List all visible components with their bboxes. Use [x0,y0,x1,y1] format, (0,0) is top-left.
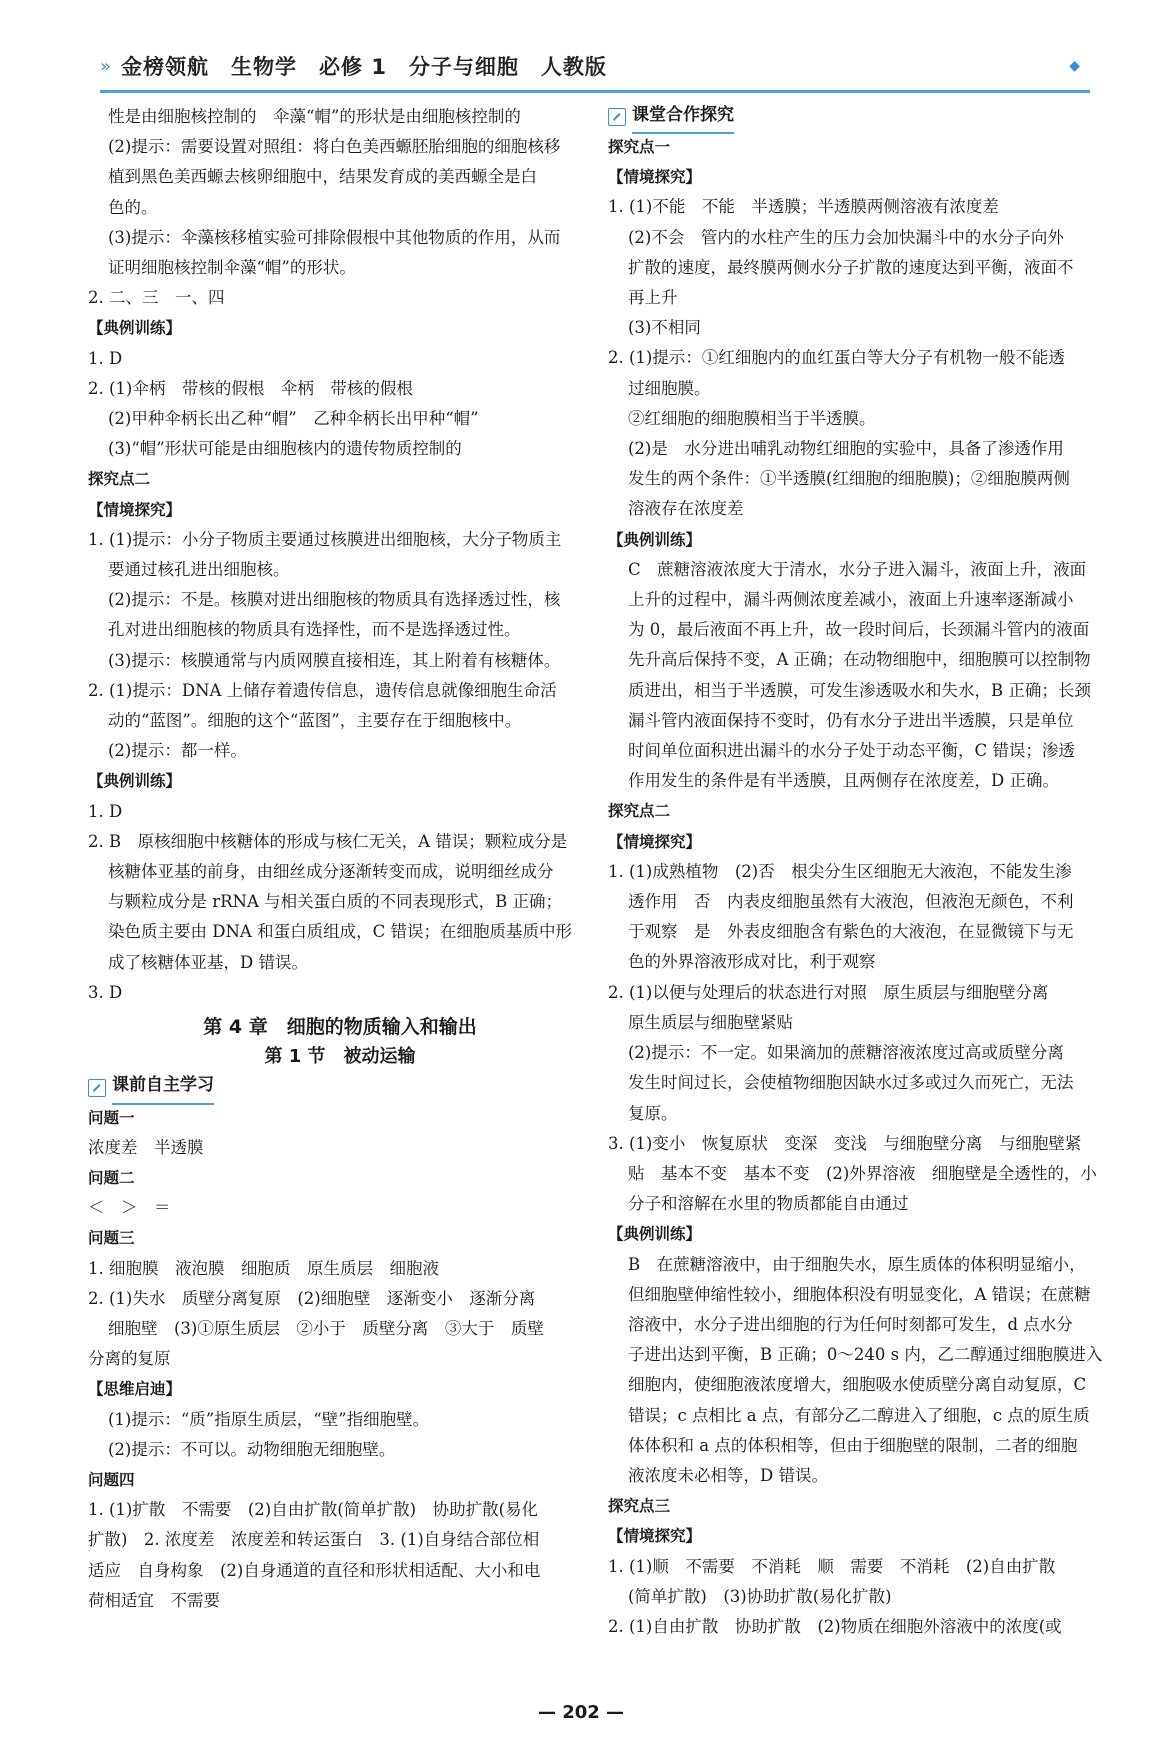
text-line: 1. (1)提示：小分子物质主要通过核膜进出细胞核，大分子物质主 [88,529,562,549]
section-heading [88,1073,592,1103]
text-line: (2)提示：不是。核膜对进出细胞核的物质具有选择透过性，核 [108,590,561,610]
header-divider [100,90,1090,93]
text-line: (2)甲种伞柄长出乙种“帽” 乙种伞柄长出甲种“帽” [108,409,479,429]
text-line: 再上升 [628,288,678,308]
text-line: 2. B 原核细胞中核糖体的形成与核仁无关，A 错误；颗粒成分是 [88,831,568,851]
text-line: 适应 自身构象 (2)自身通道的直径和形状相适配、大小和电 [88,1560,541,1580]
text-line: 溶液中，水分子进出细胞的行为任何时刻都可发生，d 点水分 [628,1314,1073,1334]
text-line: (简单扩散) (3)协助扩散(易化扩散) [628,1586,892,1606]
text-line: 2. (1)自由扩散 协助扩散 (2)物质在细胞外溶液中的浓度(或 [608,1616,1062,1636]
text-line: 扩散的速度，最终膜两侧水分子扩散的速度达到平衡，液面不 [628,257,1074,277]
text-line: 与颗粒成分是 rRNA 与相关蛋白质的不同表现形式，B 正确； [108,892,563,912]
text-line: (2)提示：不可以。动物细胞无细胞壁。 [108,1439,396,1459]
text-line: 染色质主要由 DNA 和蛋白质组成，C 错误；在细胞质基质中形 [108,922,572,942]
text-line: 过细胞膜。 [628,378,711,398]
text-line: 3. D [88,982,123,1002]
text-line: ②红细胞的细胞膜相当于半透膜。 [628,408,876,428]
text-line: 成了核糖体亚基，D 错误。 [108,952,308,972]
text-line: 分子和溶解在水里的物质都能自由通过 [628,1194,909,1214]
subheading: 探究点三 [608,1497,671,1516]
subheading: 【典例训练】 [88,772,182,791]
text-line: 色的外界溶液形成对比，利于观察 [628,952,876,972]
text-line: 细胞壁 (3)①原生质层 ②小于 质壁分离 ③大于 质壁 [108,1318,544,1338]
subheading: 探究点二 [608,802,671,821]
left-column [88,102,592,1616]
text-line: (2)不会 管内的水柱产生的压力会加快漏斗中的水分子向外 [628,227,1064,247]
text-line: 孔对进出细胞核的物质具有选择性，而不是选择透过性。 [108,620,521,640]
text-line: 但细胞壁伸缩性较小，细胞体积没有明显变化，A 错误；在蔗糖 [628,1284,1091,1304]
text-line: 1. (1)顺 不需要 不消耗 顺 需要 不消耗 (2)自由扩散 [608,1556,1056,1576]
text-line: 错误；c 点相比 a 点，有部分乙二醇进入了细胞，c 点的原生质 [628,1405,1090,1425]
subheading: 【典例训练】 [88,319,182,338]
subheading: 【情境探究】 [608,168,702,187]
text-line: 先升高后保持不变，A 正确；在动物细胞中，细胞膜可以控制物 [628,650,1091,670]
text-line: 色的。 [108,197,158,217]
text-line: 1. (1)扩散 不需要 (2)自由扩散(简单扩散) 协助扩散(易化 [88,1500,539,1520]
pencil-icon [608,108,626,126]
text-line: 作用发生的条件是有半透膜，且两侧存在浓度差，D 正确。 [628,771,1059,791]
text-line: 原生质层与细胞壁紧贴 [628,1012,793,1032]
text-line: 2. 二、三 一、四 [88,288,225,308]
text-line: (2)提示：都一样。 [108,741,247,761]
section-heading-text: 课前自主学习 [112,1070,214,1104]
text-line: 2. (1)失水 质壁分离复原 (2)细胞壁 逐渐变小 逐渐分离 [88,1288,536,1308]
text-line: 荷相适宜 不需要 [88,1590,220,1610]
text-line: 细胞内，使细胞液浓度增大，细胞吸水使质壁分离自动复原，C [628,1375,1087,1395]
text-line: 子进出达到平衡，B 正确；0～240 s 内，乙二醇通过细胞膜进入 [628,1345,1103,1365]
subheading: 【思维启迪】 [88,1380,182,1399]
text-line: 1. (1)不能 不能 半透膜；半透膜两侧溶液有浓度差 [608,197,999,217]
text-line: 1. D [88,348,123,368]
text-line: 证明细胞核控制伞藻“帽”的形状。 [108,258,356,278]
text-line: 发生时间过长，会使植物细胞因缺水过多或过久而死亡，无法 [628,1073,1074,1093]
text-line: 动的“蓝图”。细胞的这个“蓝图”，主要存在于细胞核中。 [108,711,522,731]
running-header [100,44,1090,88]
text-line: (2)提示：需要设置对照组：将白色美西螈胚胎细胞的细胞核移 [108,137,561,157]
text-line: (3)“帽”形状可能是由细胞核内的遗传物质控制的 [108,439,462,459]
text-line: B 在蔗糖溶液中，由于细胞失水，原生质体的体积明显缩小， [628,1254,1086,1274]
text-line: 1. 细胞膜 液泡膜 细胞质 原生质层 细胞液 [88,1258,439,1278]
text-line: 植到黑色美西螈去核卵细胞中，结果发育成的美西螈全是白 [108,167,537,187]
text-line: 漏斗管内液面保持不变时，仍有水分子进出半透膜，只是单位 [628,710,1074,730]
text-line: 上升的过程中，漏斗两侧浓度差减小，液面上升速率逐渐减小 [628,590,1074,610]
subheading: 问题三 [88,1229,135,1248]
text-line: (2)提示：不一定。如果滴加的蔗糖溶液浓度过高或质壁分离 [628,1043,1064,1063]
subheading: 【情境探究】 [608,1527,702,1546]
text-line: 核糖体亚基的前身，由细丝成分逐渐转变而成，说明细丝成分 [108,862,554,882]
text-line: 性是由细胞核控制的 伞藻“帽”的形状是由细胞核控制的 [108,107,521,126]
text-line: 体体积和 a 点的体积相等，但由于细胞壁的限制，二者的细胞 [628,1435,1078,1455]
double-arrow-icon: » [100,55,112,77]
text-line: 质进出，相当于半透膜，可发生渗透吸水和失水，B 正确；长颈 [628,680,1091,700]
text-line: (2)是 水分进出哺乳动物红细胞的实验中，具备了渗透作用 [628,439,1064,459]
subheading: 问题四 [88,1470,135,1489]
text-line: (3)提示：核膜通常与内质网膜直接相连，其上附着有核糖体。 [108,650,561,670]
text-line: 1. D [88,801,123,821]
text-line: C 蔗糖溶液浓度大于清水，水分子进入漏斗，液面上升，液面 [628,559,1087,579]
text-line: 为 0，最后液面不再上升，故一段时间后，长颈漏斗管内的液面 [628,620,1090,640]
text-line: 3. (1)变小 恢复原状 变深 变浅 与细胞壁分离 与细胞壁紧 [608,1133,1082,1153]
subheading: 【情境探究】 [88,500,182,519]
text-line: 于观察 是 外表皮细胞含有紫色的大液泡，在显微镜下与无 [628,922,1074,942]
text-line: 溶液存在浓度差 [628,499,744,519]
text-line: 2. (1)提示：DNA 上储存着遗传信息，遗传信息就像细胞生命活 [88,680,557,700]
text-line: 要通过核孔进出细胞核。 [108,560,290,580]
text-line: 分离的复原 [88,1349,171,1369]
subheading: 【典例训练】 [608,530,702,549]
text-line: 1. (1)成熟植物 (2)否 根尖分生区细胞无大液泡，不能发生渗 [608,861,1072,881]
section-heading [608,102,1118,132]
subheading: 问题二 [88,1168,135,1187]
subheading: 问题一 [88,1108,135,1127]
text-line: 浓度差 半透膜 [88,1137,204,1157]
text-line: 复原。 [628,1103,678,1123]
text-line: ＜ ＞ ＝ [88,1198,171,1218]
text-line: 扩散) 2. 浓度差 浓度差和转运蛋白 3. (1)自身结合部位相 [88,1530,540,1550]
subheading: 探究点一 [608,138,671,156]
text-line: 液浓度未必相等，D 错误。 [628,1465,828,1485]
text-line: 发生的两个条件：①半透膜(红细胞的细胞膜)；②细胞膜两侧 [628,469,1070,489]
text-line: (3)不相同 [628,318,701,338]
subheading: 探究点二 [88,470,151,489]
page-number: — 202 — [537,1702,625,1723]
right-column [608,102,1118,1642]
section-title: 第 1 节 被动运输 [264,1046,416,1068]
diamond-icon: ◆ [1069,58,1080,74]
section-heading-text: 课堂合作探究 [632,100,734,134]
header-title: 金榜领航 生物学 必修 1 分子与细胞 人教版 [121,55,607,79]
subheading: 【情境探究】 [608,832,702,851]
subheading: 【典例训练】 [608,1225,702,1244]
text-line: 2. (1)以便与处理后的状态进行对照 原生质层与细胞壁分离 [608,982,1049,1002]
text-line: (1)提示：“质”指原生质层，“壁”指细胞壁。 [108,1409,430,1429]
text-line: (3)提示：伞藻核移植实验可排除假根中其他物质的作用，从而 [108,227,561,247]
chapter-title: 第 4 章 细胞的物质输入和输出 [203,1016,477,1039]
text-line: 时间单位面积进出漏斗的水分子处于动态平衡，C 错误；渗透 [628,741,1075,761]
text-line: 2. (1)提示：①红细胞内的血红蛋白等大分子有机物一般不能透 [608,348,1065,368]
text-line: 2. (1)伞柄 带核的假根 伞柄 带核的假根 [88,378,413,398]
pencil-icon [88,1079,106,1097]
text-line: 贴 基本不变 基本不变 (2)外界溶液 细胞壁是全透性的，小 [628,1163,1097,1183]
text-line: 透作用 否 内表皮细胞虽然有大液泡，但液泡无颜色，不利 [628,892,1074,912]
